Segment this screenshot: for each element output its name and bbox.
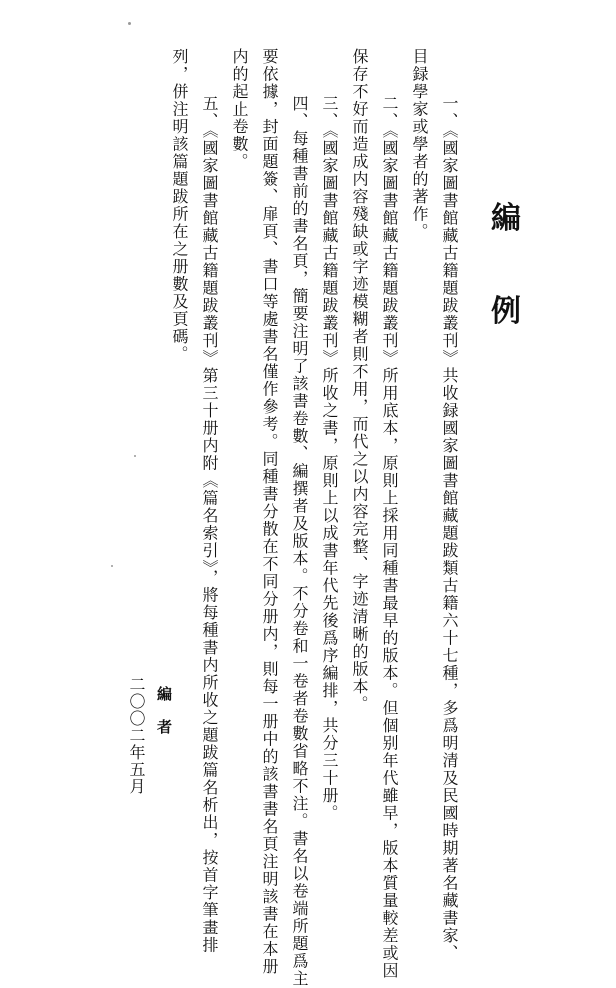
scan-speck (128, 22, 131, 25)
title-char-li: 例 (491, 294, 521, 329)
entry-1-line-2: 目録學家或學者的著作。 (410, 48, 429, 241)
entry-4-line-3: 内的起止卷數。 (230, 48, 249, 171)
date-signature: 二〇〇二年五月 (127, 676, 146, 795)
entry-5-line-1: 五、《國家圖書館藏古籍題跋叢刊》第三十册内附《篇名索引》，將每種書内所收之題跋篇名析出，按首字筆畫排 (200, 95, 219, 954)
scan-speck (111, 565, 113, 567)
entry-1-line-1: 一、《國家圖書館藏古籍題跋叢刊》共收録國家圖書館藏題跋類古籍六十七種，多爲明清及民國時期著名藏書家、 (440, 95, 459, 962)
entry-4-line-2: 要依據，封面題簽、扉頁、書口等處書名僅作參考。同種書分散在不同分册内，則每一册中的該書書名頁注明該書在本册 (260, 48, 279, 976)
entry-4-line-1: 四、每種書前的書名頁，簡要注明了該書卷數、編撰者及版本。不分卷和一卷者卷數省略不注。書名以卷端所題爲主 (290, 95, 309, 988)
entry-3-line-1: 三、《國家圖書館藏古籍題跋叢刊》所收之書，原則上以成書年代先後爲序編排，共分三十册。 (320, 95, 339, 822)
scan-speck (134, 455, 136, 457)
entry-2-line-2: 保存不好而造成内容殘缺或字迹模糊者則不用，而代之以内容完整、字迹清晰的版本。 (350, 48, 369, 713)
entry-2-line-1: 二、《國家圖書館藏古籍題跋叢刊》所用底本，原則上採用同種書最早的版本。但個别年代雖早，版本質量較差或因 (380, 95, 399, 980)
editor-signature: 編者 (155, 686, 173, 752)
entry-5-line-2: 列，併注明該篇題跋所在之册數及頁碼。 (170, 48, 189, 363)
title-char-bian: 編 (491, 201, 521, 236)
